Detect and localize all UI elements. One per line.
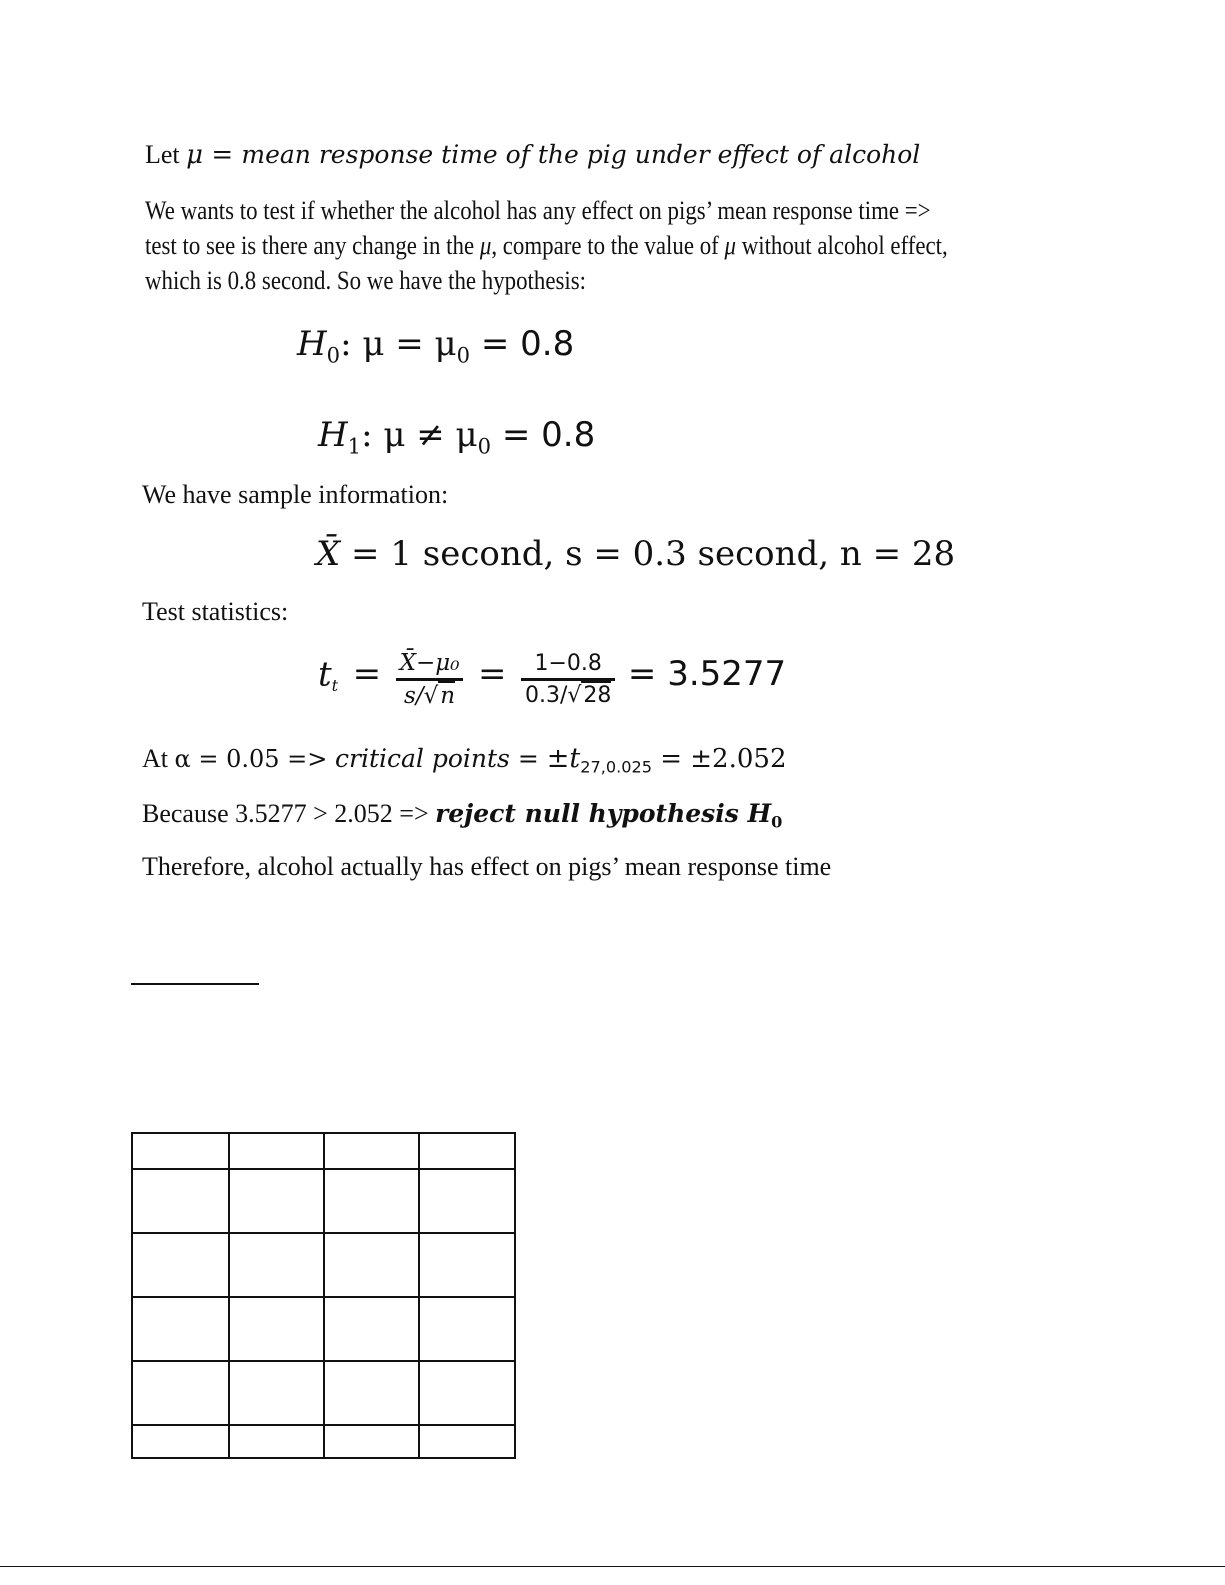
- equals-sign: =: [203, 140, 242, 170]
- comparison-text: Because 3.5277 > 2.052 =>: [142, 799, 436, 828]
- paragraph-line-2: [145, 231, 948, 261]
- fraction-denominator: [521, 681, 615, 708]
- alternative-hypothesis: [318, 415, 595, 458]
- table-row: [132, 1361, 515, 1425]
- test-statistics-label: Test statistics:: [142, 597, 289, 626]
- hypothesis-value: = 0.8: [491, 415, 596, 455]
- table-cell: [229, 1133, 324, 1169]
- t-result: = 3.5277: [627, 654, 787, 695]
- conclusion-line: Therefore, alcohol actually has effect on pigs’ mean response time: [142, 852, 832, 881]
- table-cell: [132, 1133, 229, 1169]
- table-cell: [229, 1297, 324, 1361]
- t-statistic-formula: [318, 650, 786, 709]
- table-row: [132, 1297, 515, 1361]
- critical-points-line: [142, 743, 787, 777]
- page-bottom-edge: [0, 1566, 1225, 1567]
- table-cell: [229, 1233, 324, 1297]
- h-subscript: 1: [347, 433, 362, 459]
- at-text: At: [142, 744, 175, 773]
- mu-symbol: μ: [186, 140, 204, 170]
- table-cell: [132, 1297, 229, 1361]
- fraction-numerator: 1−0.8: [521, 651, 615, 681]
- hypothesis-body: : μ ≠ μ: [361, 415, 478, 455]
- hypothesis-value: = 0.8: [470, 324, 575, 364]
- t-value-fraction: [521, 651, 615, 708]
- mu-subscript: 0: [477, 433, 492, 459]
- table-cell: [324, 1361, 419, 1425]
- table-cell: [229, 1361, 324, 1425]
- table-cell: [324, 1297, 419, 1361]
- table-row: [132, 1425, 515, 1458]
- table-row: [132, 1233, 515, 1297]
- null-hypothesis: [297, 324, 574, 367]
- h-symbol: H: [318, 415, 348, 455]
- mu-definition: [145, 140, 920, 170]
- table-cell: [132, 1361, 229, 1425]
- section-divider: [131, 983, 259, 985]
- sample-statistics: [316, 534, 955, 574]
- table-row: [132, 1133, 515, 1169]
- table-cell: [419, 1361, 515, 1425]
- mu-symbol: μ: [479, 231, 492, 260]
- mu-subscript: 0: [456, 342, 471, 368]
- table-cell: [419, 1297, 515, 1361]
- table-cell: [324, 1425, 419, 1458]
- paragraph-text: test to see is there any change in the: [145, 231, 480, 260]
- table-cell: [419, 1233, 515, 1297]
- t-symbol: t: [318, 654, 332, 695]
- sqrt-radicand: n: [440, 683, 456, 709]
- h-subscript: 0: [326, 342, 341, 368]
- mu-symbol: μ: [724, 231, 736, 260]
- table-cell: [419, 1133, 515, 1169]
- table-cell: [324, 1233, 419, 1297]
- table-cell: [229, 1169, 324, 1233]
- paragraph-line-3: which is 0.8 second. So we have the hypothesis:: [145, 266, 587, 295]
- table-cell: [419, 1425, 515, 1458]
- table-cell: [132, 1425, 229, 1458]
- equals-sign: =: [477, 654, 507, 695]
- hypothesis-body: : μ = μ: [340, 324, 457, 364]
- table-row: [132, 1169, 515, 1233]
- sample-label: We have sample information:: [142, 480, 449, 509]
- empty-table: [131, 1132, 516, 1459]
- decision-text: reject null hypothesis H: [435, 799, 772, 828]
- equals-sign: =: [352, 654, 382, 695]
- table-cell: [132, 1169, 229, 1233]
- table-cell: [229, 1425, 324, 1458]
- mu-definition-text: mean response time of the pig under effect of alcohol: [241, 140, 921, 169]
- critical-points-text: critical points =: [335, 744, 547, 773]
- paragraph-text: , compare to the value of: [491, 231, 725, 260]
- decision-line: [142, 799, 782, 832]
- table-cell: [324, 1169, 419, 1233]
- x-bar-symbol: X̄: [316, 534, 341, 574]
- table-cell: [324, 1133, 419, 1169]
- critical-value: = ±2.052: [651, 744, 787, 774]
- alpha-value: α = 0.05 =>: [174, 745, 335, 773]
- t-critical-subscript: 27,0.025: [580, 757, 652, 777]
- paragraph-line-1: We wants to test if whether the alcohol has any effect on pigs’ mean response time =>: [145, 196, 931, 225]
- denominator-text: 0.3/√: [524, 683, 582, 708]
- denominator-text: s/√: [404, 683, 439, 709]
- t-critical-symbol: ±t: [546, 743, 581, 774]
- h-subscript: 0: [771, 812, 783, 832]
- paragraph-text: without alcohol effect,: [735, 231, 948, 260]
- table-cell: [419, 1169, 515, 1233]
- t-formula-fraction: [396, 650, 464, 709]
- fraction-denominator: [396, 681, 464, 709]
- table-cell: [132, 1233, 229, 1297]
- t-subscript: t: [331, 676, 339, 696]
- sqrt-radicand: 28: [583, 683, 612, 708]
- fraction-numerator: X̄−μ₀: [396, 650, 464, 681]
- h-symbol: H: [297, 324, 327, 364]
- sample-values: = 1 second, s = 0.3 second, n = 28: [340, 534, 956, 574]
- let-text: Let: [145, 140, 187, 169]
